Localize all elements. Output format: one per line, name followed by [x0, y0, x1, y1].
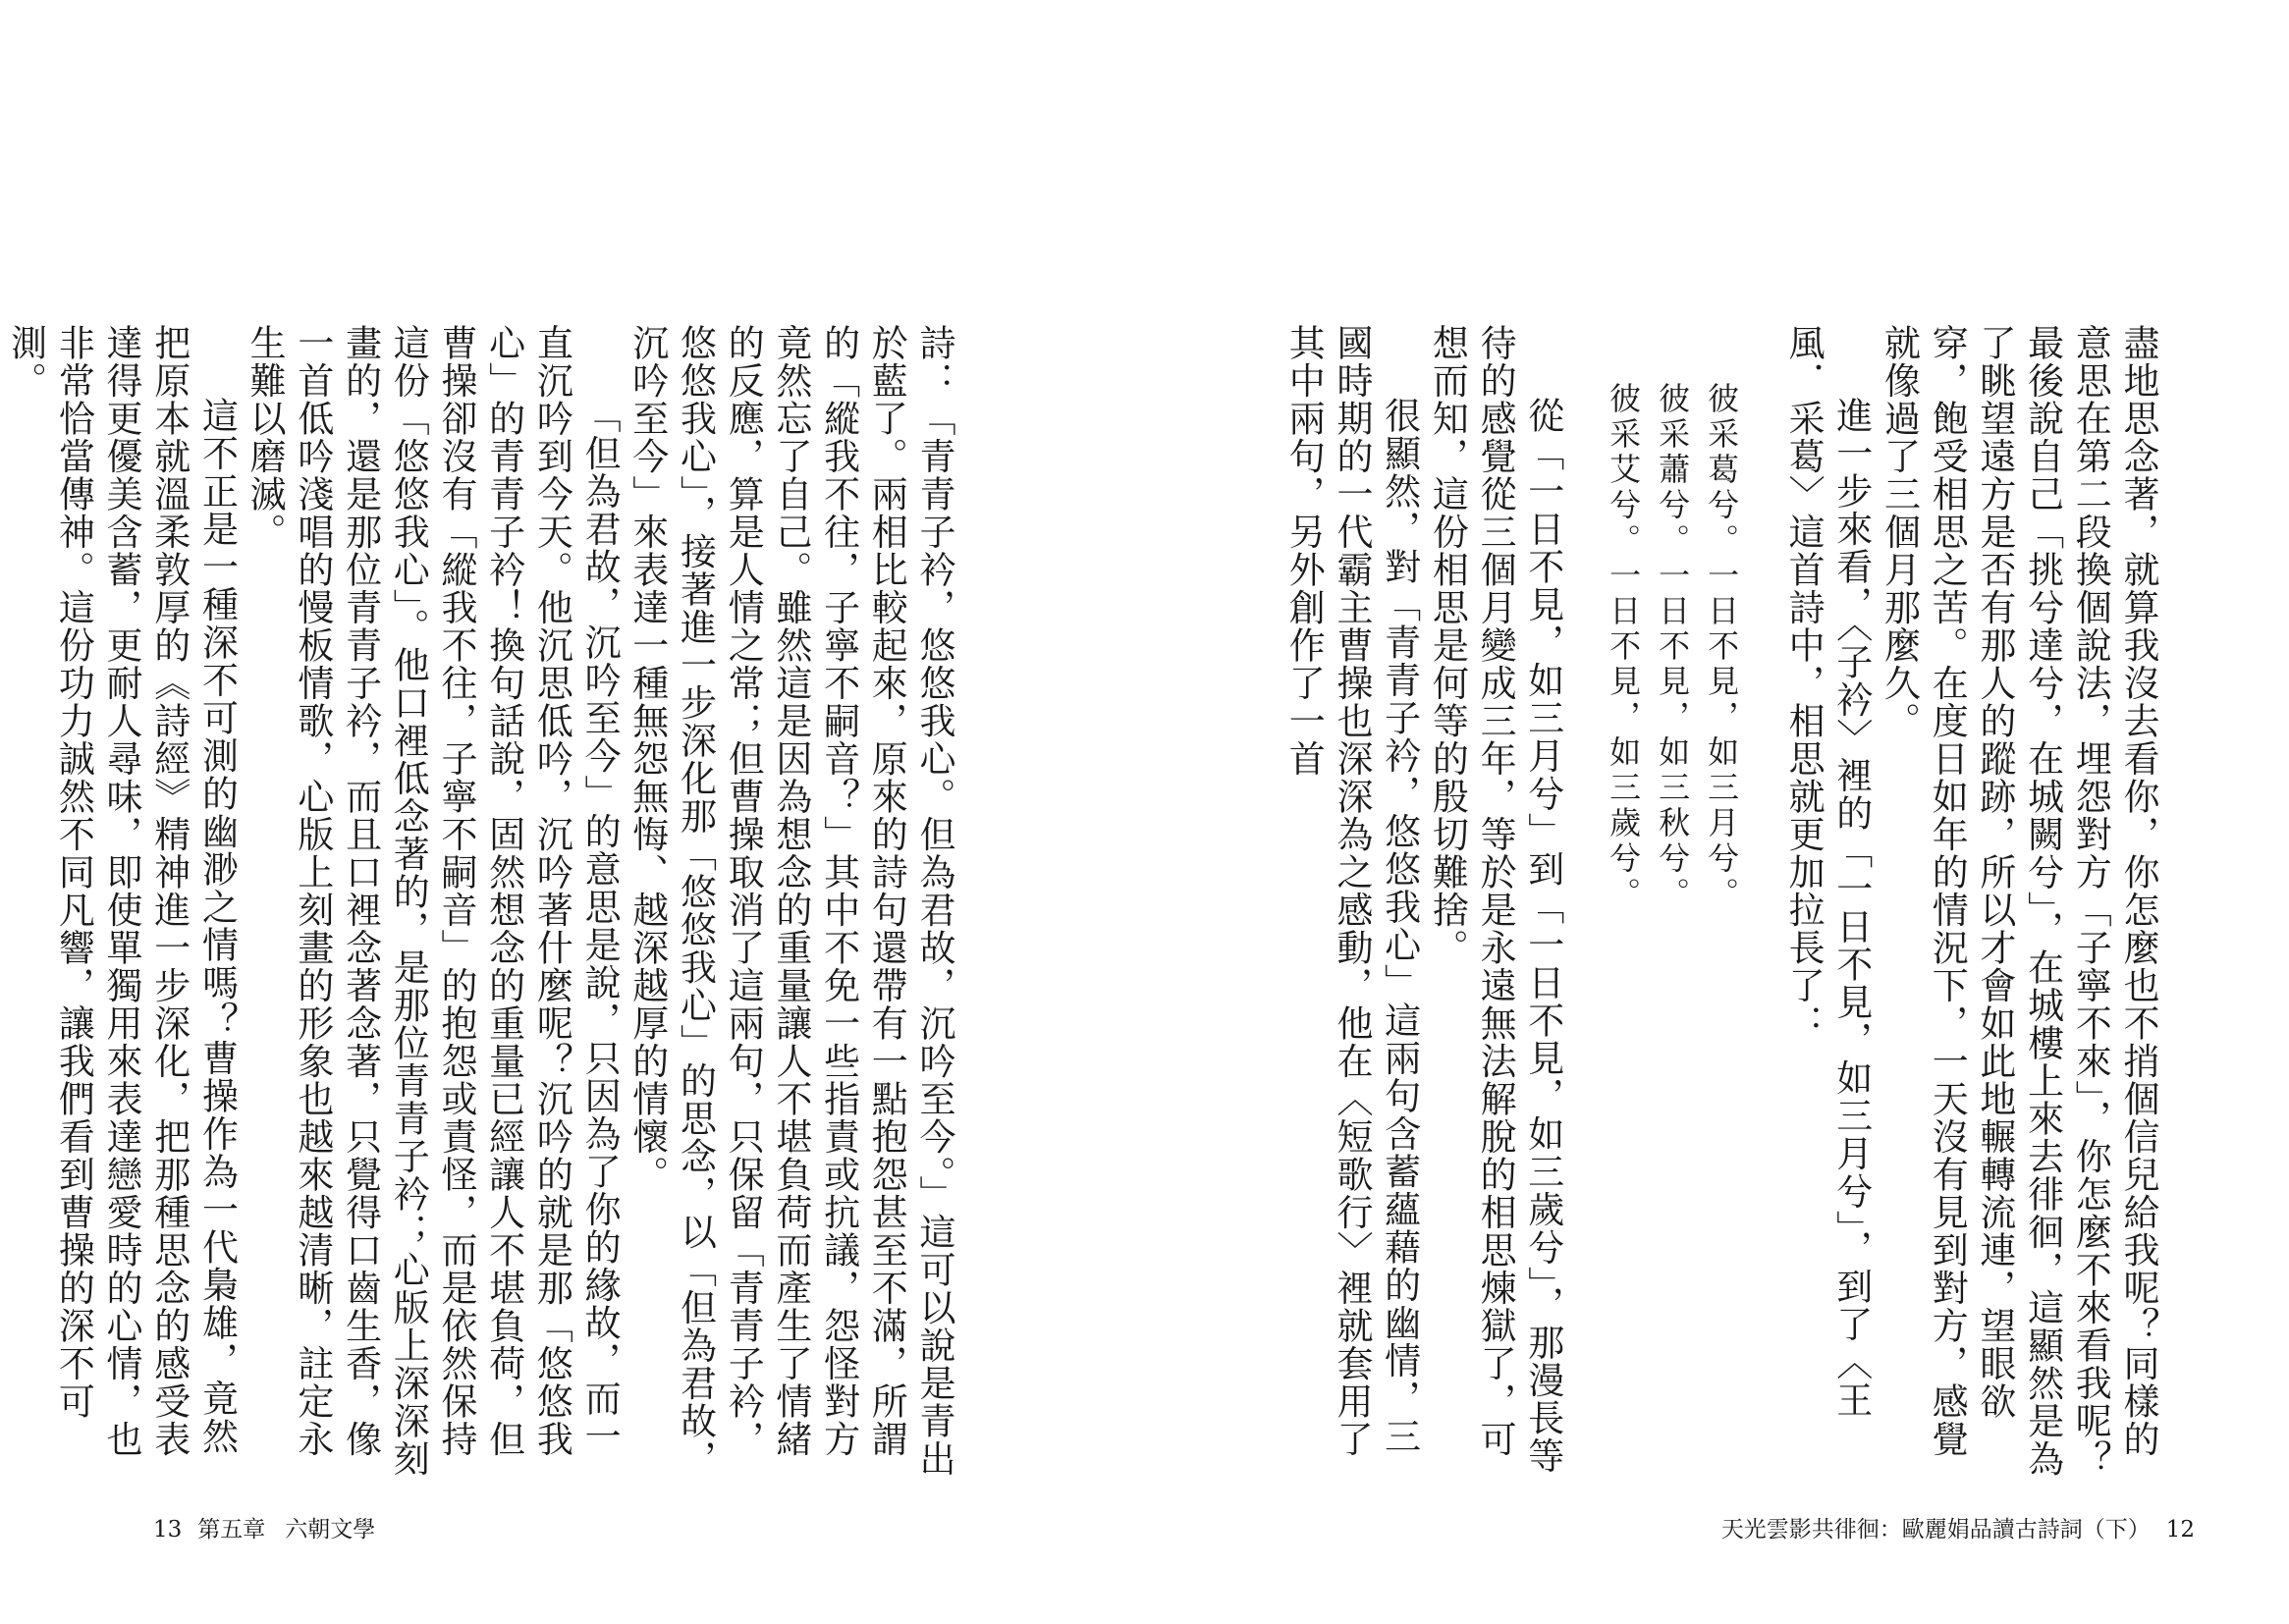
- paragraph: 很顯然，對「青青子衿，悠悠我心」這兩句含蓄蘊藉的幽情，三國時期的一代霸主曹操也深深為之感動，他在〈短歌行〉裡就套用了其中兩句，另外創作了一首: [1282, 324, 1421, 1458]
- page-number: 13: [153, 1517, 183, 1543]
- page-number: 12: [2165, 1517, 2195, 1543]
- paragraph: 「但為君故，沉吟至今」的意思是說，只因為了你的緣故，而一直沉吟到今天。他沉思低吟，沉吟著什麼呢？沉吟的就是那「悠悠我心」的青青子衿！換句話說，固然想念的重量已經讓人不堪負荷，但曹操卻沒有「縱我不往，子寧不嗣音」的抱怨或責怪，而是依然保持這份「悠悠我心」。他口裡低念著的，是那位青青子衿；心版上深深刻畫的，還是那位青青子衿，而且口裡念著念著，只覺得口齒生香，像一首低吟淺唱的慢板情歌，心版上刻畫的形象也越來越清晰，註定永生難以磨滅。: [244, 324, 622, 1478]
- poem-line: 彼采蕭兮。一日不見，如三秋兮。: [1654, 382, 1692, 913]
- poem-line: 彼采艾兮。一日不見，如三歲兮。: [1605, 382, 1643, 913]
- right-page-footer: [1721, 1515, 2210, 1544]
- paragraph: 這不正是一種深不可測的幽渺之情嗎？曹操作為一代梟雄，竟然把原本就溫柔敦厚的《詩經》精神進一步深化，把那種思念的感受表達得更優美含蓄，更耐人尋味，即使單獨用來表達戀愛時的心情，也非常恰當傳神。這份功力誠然不同凡響，讓我們看到曹操的深不可測。: [4, 324, 239, 1458]
- left-page-text: [4, 324, 957, 1478]
- right-page: [1144, 0, 2289, 1624]
- chapter-label: 第五章: [197, 1517, 266, 1543]
- left-page-footer: [137, 1515, 375, 1544]
- right-page-text: [1170, 324, 2161, 1478]
- chapter-title: 六朝文學: [285, 1517, 376, 1543]
- book-title: 天光雲影共徘徊：歐麗娟品讀古詩詞（下）: [1720, 1517, 2151, 1543]
- paragraph: 進一步來看，〈子衿〉裡的「一日不見，如三月兮」，到了〈王風．采葛〉這首詩中，相思就更加拉長了：: [1782, 324, 1873, 1419]
- paragraph: 詩：「青青子衿，悠悠我心。但為君故，沉吟至今。」這可以說是青出於藍了。兩相比較起來，原來的詩句還帶有一點抱怨甚至不滿，所謂的「縱我不往，子寧不嗣音？」其中不免一些指責或抗議，怨怪對方竟然忘了自己。雖然這是因為想念的重量讓人不堪負荷而產生了情緒的反應，算是人情之常；但曹操取消了這兩句，只保留「青青子衿，悠悠我心」，接著進一步深化那「悠悠我心」的思念，以「但為君故，沉吟至今」來表達一種無怨無悔、越深越厚的情懷。: [626, 324, 955, 1478]
- quoted-poem: [1599, 324, 1746, 1478]
- paragraph: 盡地思念著，就算我沒去看你，你怎麼也不捎個信兒給我呢？同樣的意思在第二段換個說法，埋怨對方「子寧不來」，你怎麼不來看我呢？最後說自己「挑兮達兮，在城闕兮」，在城樓上來去徘徊，這顯然是為了眺望遠方是否有那人的蹤跡，所以才會如此地輾轉流連，望眼欲穿，飽受相思之苦。在度日如年的情況下，一天沒有見到對方，感覺就像過了三個月那麼久。: [1878, 324, 2159, 1478]
- poem-line: 彼采葛兮。一日不見，如三月兮。: [1703, 382, 1741, 913]
- left-page: [0, 0, 1144, 1624]
- paragraph: 從「一日不見，如三月兮」到「一日不見，如三歲兮」，那漫長等待的感覺從三個月變成三年，等於是永遠無法解脫的相思煉獄了，可想而知，這份相思是何等的殷切難捨。: [1426, 324, 1564, 1475]
